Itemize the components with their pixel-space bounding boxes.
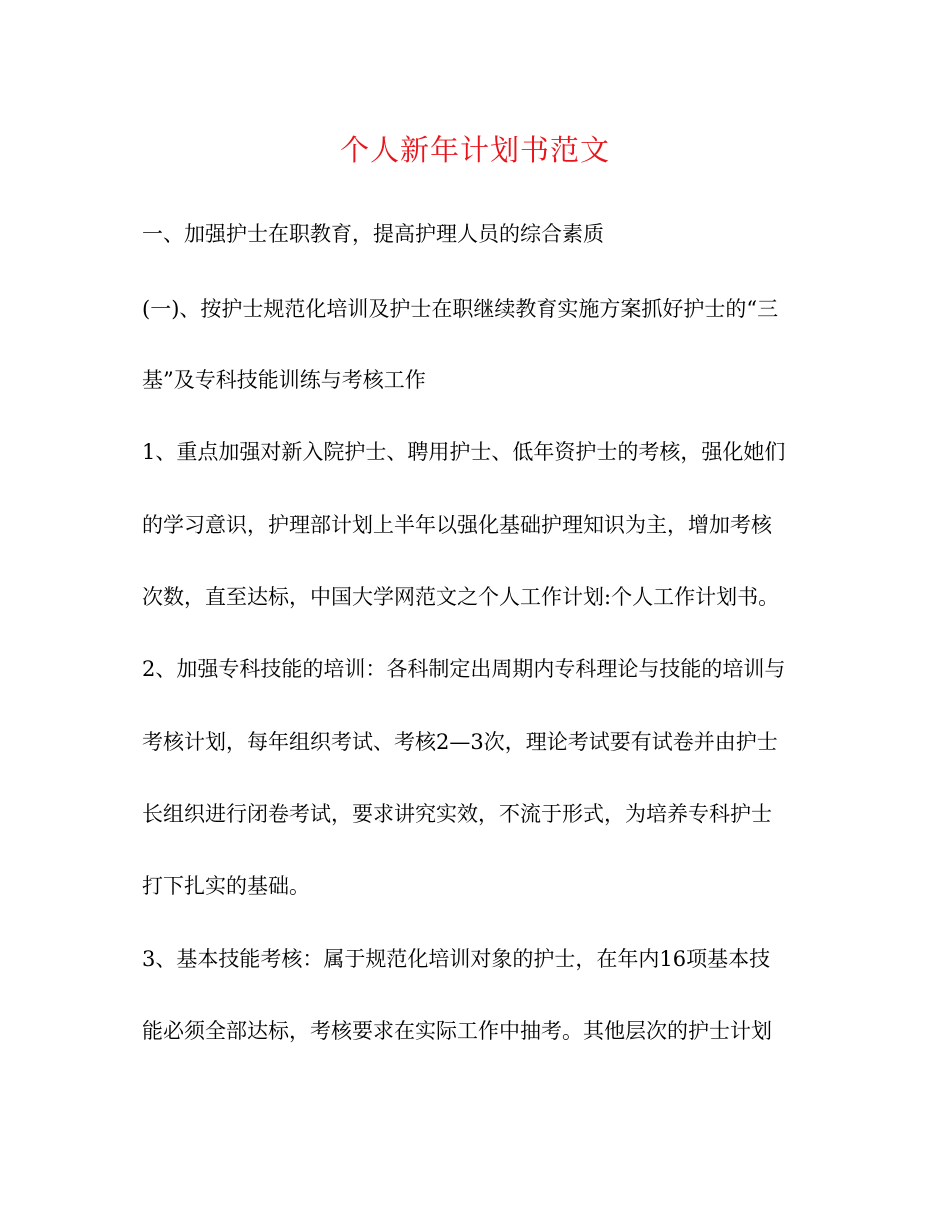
text-line: 1、重点加强对新入院护士、聘用护士、低年资护士的考核，强化她们 [142, 440, 786, 464]
text-line: 的学习意识，护理部计划上半年以强化基础护理知识为主，增加考核 [142, 513, 772, 537]
text-line: 考核计划，每年组织考试、考核2—3次，理论考试要有试卷并由护士 [142, 730, 778, 754]
text-line: 2、加强专科技能的培训：各科制定出周期内专科理论与技能的培训与 [142, 657, 786, 681]
text-line: 打下扎实的基础。 [142, 874, 310, 898]
text-line: 一、加强护士在职教育，提高护理人员的综合素质 [142, 222, 604, 246]
text-line: 次数，直至达标，中国大学网范文之个人工作计划:个人工作计划书。 [142, 585, 780, 609]
text-line: 基”及专科技能训练与考核工作 [142, 368, 426, 392]
text-line: 3、基本技能考核：属于规范化培训对象的护士，在年内16项基本技 [142, 947, 771, 971]
text-line: (一)、按护士规范化培训及护士在职继续教育实施方案抓好护士的“三 [142, 297, 779, 321]
document-title: 个人新年计划书范文 [339, 133, 610, 167]
text-line: 能必须全部达标，考核要求在实际工作中抽考。其他层次的护士计划 [142, 1019, 772, 1043]
text-line: 长组织进行闭卷考试，要求讲究实效，不流于形式，为培养专科护士 [142, 802, 772, 826]
